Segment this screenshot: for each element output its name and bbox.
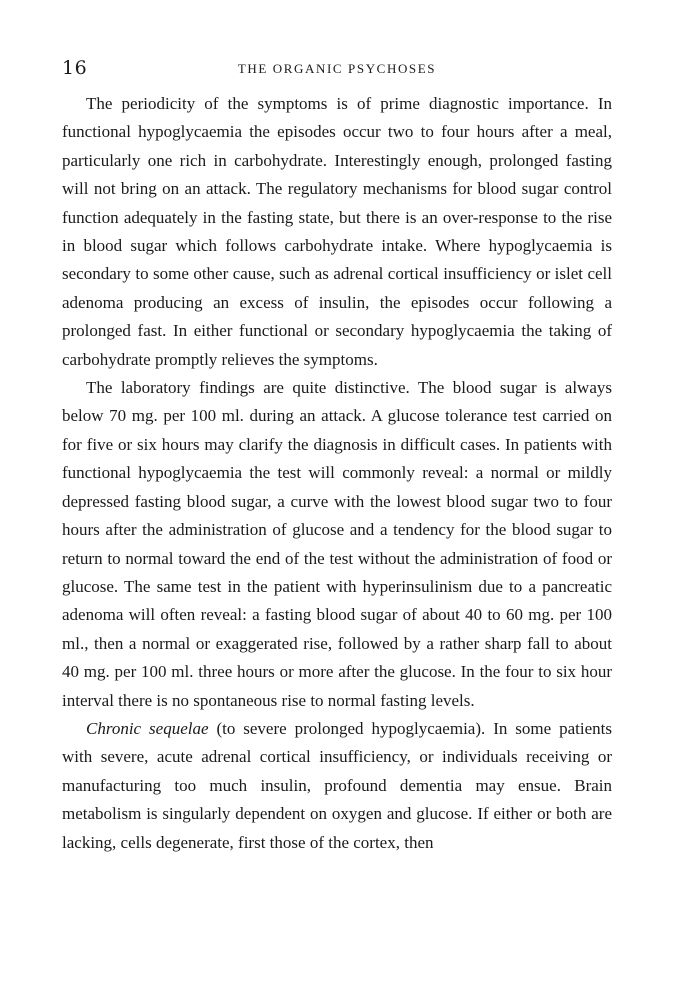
chronic-sequelae-text: (to severe prolonged hypoglycaemia). In some patients with severe, acute adrenal cortical insufficiency, or individuals receiving or manufacturing too much insulin, profound dementia may ensue. Brain metabolism is singularly dependent on oxygen and glucose. If either or both are lacking, cells degenerate, first those of the cortex, then	[62, 718, 612, 852]
paragraph-laboratory-findings: The laboratory findings are quite distinctive. The blood sugar is always below 70 mg. per 100 ml. during an attack. A glucose tolerance test carried on for five or six hours may clarify the diagnosis in difficult cases. In patients with functional hypoglycaemia the test will commonly reveal: a normal or mildly depressed fasting blood sugar, a curve with the lowest blood sugar two to four hours after the administration of glucose and a tendency for the blood sugar to return to normal toward the end of the test without the administration of food or glucose. The same test in the patient with hyperinsulinism due to a pancreatic adenoma will often reveal: a fasting blood sugar of about 40 to 60 mg. per 100 ml., then a normal or exaggerated rise, followed by a rather sharp fall to about 40 mg. per 100 ml. three hours or more after the glucose. In the four to six hour interval there is no spontaneous rise to normal fasting levels.	[62, 378, 612, 710]
page-number: 16	[62, 57, 88, 79]
book-page	[62, 56, 612, 857]
chronic-sequelae-heading: Chronic sequelae	[86, 718, 209, 738]
paragraph-periodicity: The periodicity of the symptoms is of prime diagnostic importance. In functional hypoglycaemia the episodes occur two to four hours after a meal, particularly one rich in carbohydrate. Interestingly enough, prolonged fasting will not bring on an attack. The regulatory mechanisms for blood sugar control function adequately in the fasting state, but there is an over-response to the rise in blood sugar which follows carbohydrate intake. Where hypoglycaemia is secondary to some other cause, such as adrenal cortical insufficiency or islet cell adenoma producing an excess of insulin, the episodes occur following a prolonged fast. In either functional or secondary hypoglycaemia the taking of carbohydrate promptly relieves the symptoms.	[62, 94, 612, 369]
running-head	[62, 56, 612, 90]
running-title: THE ORGANIC PSYCHOSES	[237, 61, 437, 76]
paragraph-chronic-sequelae	[62, 715, 612, 857]
